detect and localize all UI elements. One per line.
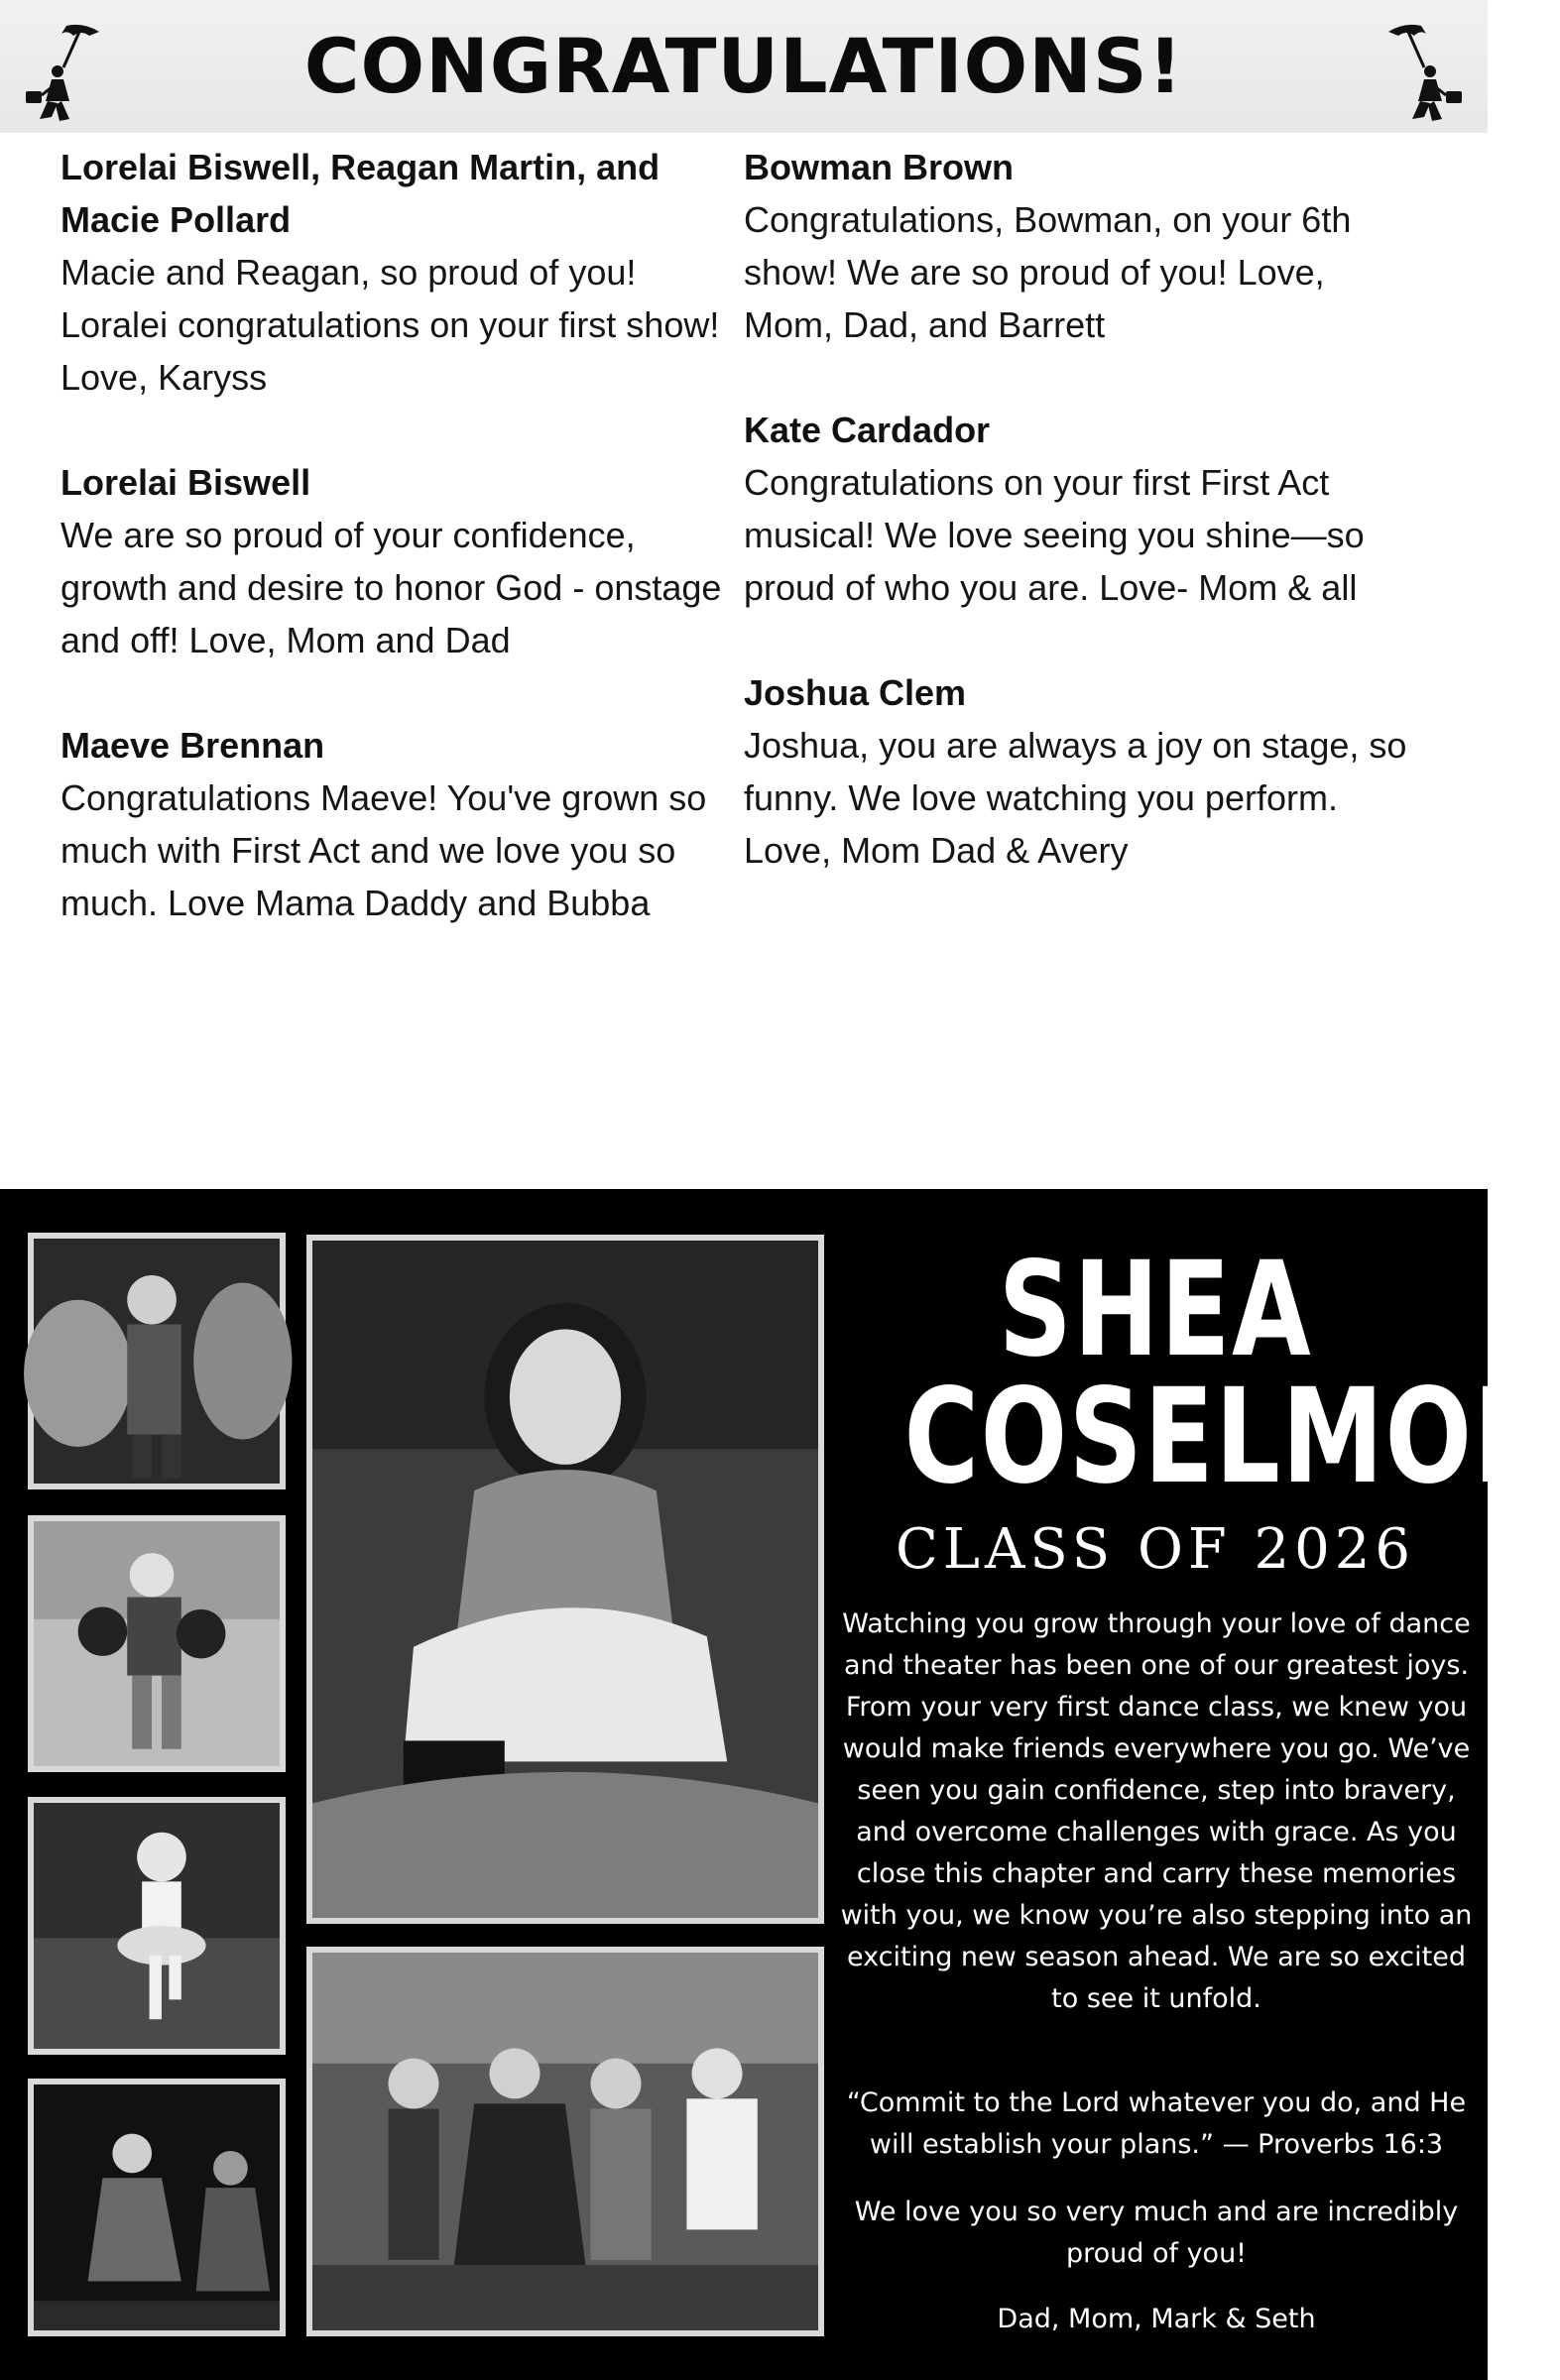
message-block <box>60 141 735 404</box>
message-text: Macie and Reagan, so proud of you! Loralei congratulations on your first show! Love, Karyss <box>60 252 720 398</box>
senior-last-name: COSELMON <box>903 1361 1560 1513</box>
photo-child-ballet <box>28 1797 286 2055</box>
message-recipient: Maeve Brennan <box>60 725 325 766</box>
message-block <box>744 666 1418 877</box>
messages-column-left <box>60 141 735 982</box>
message-recipient: Lorelai Biswell, Reagan Martin, and Macie Pollard <box>60 147 660 240</box>
message-block <box>60 719 735 929</box>
message-text: Congratulations Maeve! You've grown so much with First Act and we love you so much. Love Mama Daddy and Bubba <box>60 777 707 923</box>
ad-signature: Dad, Mom, Mark & Seth <box>997 2304 1316 2334</box>
message-block <box>60 456 735 666</box>
message-recipient: Lorelai Biswell <box>60 462 311 503</box>
header-banner <box>0 0 1488 133</box>
photo-stage-small-2 <box>28 1515 286 1772</box>
message-block <box>744 141 1418 351</box>
message-text: We are so proud of your confidence, growth and desire to honor God - onstage and off! Love, Mom and Dad <box>60 515 722 660</box>
message-text: Congratulations on your first First Act musical! We love seeing you shine—so proud of who you are. Love- Mom & all <box>744 462 1365 608</box>
ad-love-line: We love you so very much and are incredibly proud of you! <box>854 2197 1459 2269</box>
class-year: CLASS OF 2026 <box>895 1517 1416 1582</box>
message-recipient: Joshua Clem <box>744 672 967 713</box>
messages-column-right <box>744 141 1418 929</box>
ad-message: Watching you grow through your love of dance and theater has been one of our greatest joys. From your very first dance class, we knew you would make friends everywhere you go. We’ve seen you gain confidence, step into bravery, and overcome challenges with grace. As you close this chapter and carry these memories with you, we know you’re also stepping into an exciting new season ahead. We are so excited to see it unfold. <box>840 1608 1473 2014</box>
message-text: Congratulations, Bowman, on your 6th show! We are so proud of you! Love, Mom, Dad, and Barrett <box>744 199 1352 345</box>
page-title: CONGRATULATIONS! <box>303 22 1184 110</box>
photo-stage-cast <box>306 1947 824 2336</box>
ad-bible-quote: “Commit to the Lord whatever you do, and He will establish your plans.” — Proverbs 16:3 <box>846 2087 1467 2160</box>
message-recipient: Bowman Brown <box>744 147 1015 187</box>
photo-stage-small-1 <box>28 1233 286 1489</box>
message-text: Joshua, you are always a joy on stage, so funny. We love watching you perform. Love, Mom Dad & Avery <box>744 725 1407 871</box>
photo-stage-dance <box>28 2079 286 2336</box>
senior-first-name: SHEA <box>998 1234 1313 1386</box>
umbrella-figure-icon <box>1381 22 1476 126</box>
message-block <box>744 404 1418 614</box>
photo-senior-portrait <box>306 1235 824 1924</box>
message-recipient: Kate Cardador <box>744 410 991 450</box>
